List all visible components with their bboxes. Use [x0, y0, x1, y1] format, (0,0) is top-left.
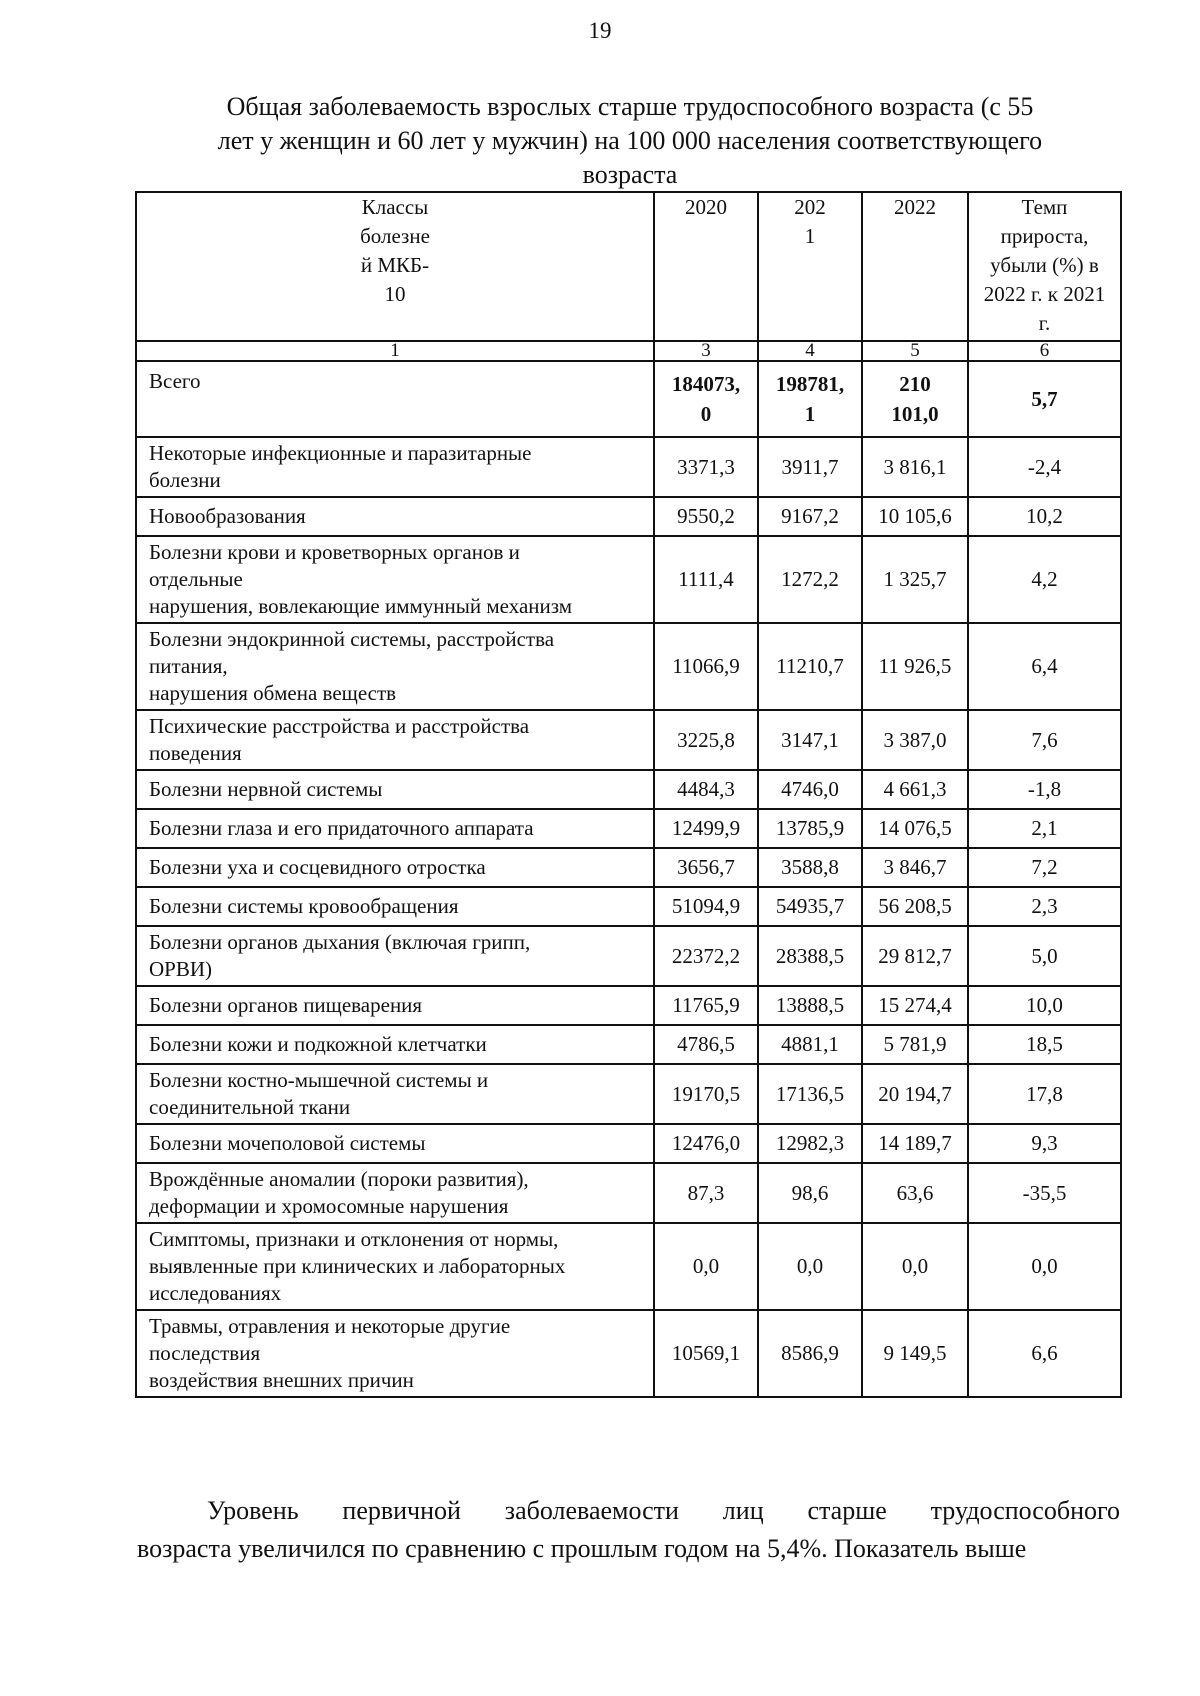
value-2020: 0,0 — [654, 1223, 758, 1310]
value-2020: 4786,5 — [654, 1025, 758, 1064]
total-2020 — [654, 361, 758, 437]
name-line: Новообразования — [149, 504, 306, 528]
disease-class-name — [136, 848, 654, 887]
value-2020: 9550,2 — [654, 497, 758, 536]
value-2020: 1111,4 — [654, 536, 758, 623]
growth-rate: 9,3 — [968, 1124, 1121, 1163]
header-line: 2022 г. к 2021 — [983, 282, 1106, 306]
disease-class-name — [136, 809, 654, 848]
value-2021: 8586,9 — [758, 1310, 862, 1397]
growth-rate: 6,4 — [968, 623, 1121, 710]
value-2022: 56 208,5 — [862, 887, 968, 926]
value-2022: 3 846,7 — [862, 848, 968, 887]
table-row — [136, 623, 1121, 710]
value-line: 198781, — [775, 372, 845, 396]
growth-rate: 17,8 — [968, 1064, 1121, 1124]
growth-rate: 2,3 — [968, 887, 1121, 926]
value-2021: 13888,5 — [758, 986, 862, 1025]
value-2022: 3 816,1 — [862, 437, 968, 497]
growth-rate: 7,2 — [968, 848, 1121, 887]
table-row — [136, 1223, 1121, 1310]
growth-rate: 10,2 — [968, 497, 1121, 536]
header-line: й МКБ- — [360, 253, 430, 277]
disease-class-name — [136, 536, 654, 623]
value-2021: 9167,2 — [758, 497, 862, 536]
header-2022 — [862, 192, 968, 341]
value-2020: 10569,1 — [654, 1310, 758, 1397]
disease-class-name — [136, 497, 654, 536]
name-line: деформации и хромосомные нарушения — [149, 1194, 509, 1218]
column-index: 4 — [758, 341, 862, 361]
value-line: 210 — [899, 372, 931, 396]
table-row — [136, 1124, 1121, 1163]
name-line: исследованиях — [149, 1281, 282, 1305]
value-2021: 0,0 — [758, 1223, 862, 1310]
column-index: 3 — [654, 341, 758, 361]
growth-rate: 2,1 — [968, 809, 1121, 848]
name-line: Болезни костно-мышечной системы и — [149, 1068, 489, 1092]
total-label: Всего — [136, 361, 654, 437]
header-2021 — [758, 192, 862, 341]
growth-rate: -2,4 — [968, 437, 1121, 497]
table-title — [160, 90, 1100, 192]
morbidity-table — [135, 191, 1122, 1398]
title-line: возраста — [582, 160, 678, 189]
header-line: Темп — [1021, 195, 1068, 219]
table-row — [136, 848, 1121, 887]
name-line: болезни — [149, 468, 221, 492]
growth-rate: 0,0 — [968, 1223, 1121, 1310]
header-line: 10 — [384, 282, 406, 306]
table-row — [136, 497, 1121, 536]
table-row — [136, 926, 1121, 986]
name-line: Болезни кожи и подкожной клетчатки — [149, 1032, 487, 1056]
value-2020: 19170,5 — [654, 1064, 758, 1124]
table-row — [136, 1163, 1121, 1223]
table-row — [136, 710, 1121, 770]
paragraph-line: Уровень первичной заболеваемости лиц старше трудоспособного — [207, 1496, 1120, 1525]
growth-rate: -1,8 — [968, 770, 1121, 809]
header-2020 — [654, 192, 758, 341]
growth-rate: -35,5 — [968, 1163, 1121, 1223]
name-line: Травмы, отравления и некоторые другие — [149, 1314, 511, 1338]
title-line: Общая заболеваемость взрослых старше трудоспособного возраста (с 55 — [226, 92, 1034, 121]
header-line: 2022 — [894, 195, 936, 219]
value-2020: 4484,3 — [654, 770, 758, 809]
table-header-row — [136, 192, 1121, 341]
value-line: 184073, — [671, 372, 741, 396]
table-row — [136, 1064, 1121, 1124]
header-line: болезне — [360, 224, 430, 248]
value-2020: 87,3 — [654, 1163, 758, 1223]
name-line: ОРВИ) — [149, 957, 213, 981]
value-2020: 12499,9 — [654, 809, 758, 848]
value-2022: 0,0 — [862, 1223, 968, 1310]
value-2022: 15 274,4 — [862, 986, 968, 1025]
value-2022: 3 387,0 — [862, 710, 968, 770]
column-index: 5 — [862, 341, 968, 361]
disease-class-name — [136, 1025, 654, 1064]
name-line: соединительной ткани — [149, 1095, 351, 1119]
header-line: убыли (%) в — [990, 253, 1099, 277]
value-2020: 3371,3 — [654, 437, 758, 497]
value-2021: 3911,7 — [758, 437, 862, 497]
header-line: прироста, — [1000, 224, 1089, 248]
total-row — [136, 361, 1121, 437]
name-line: Врождённые аномалии (пороки развития), — [149, 1167, 529, 1191]
total-2022 — [862, 361, 968, 437]
name-line: выявленные при клинических и лабораторных — [149, 1254, 566, 1278]
value-2022: 1 325,7 — [862, 536, 968, 623]
value-line: 101,0 — [891, 402, 939, 426]
disease-class-name — [136, 437, 654, 497]
growth-rate: 18,5 — [968, 1025, 1121, 1064]
header-line: 1 — [804, 224, 816, 248]
growth-rate: 10,0 — [968, 986, 1121, 1025]
name-line: поведения — [149, 741, 242, 765]
header-growth — [968, 192, 1121, 341]
value-2021: 4746,0 — [758, 770, 862, 809]
header-line: 2020 — [685, 195, 727, 219]
value-2020: 22372,2 — [654, 926, 758, 986]
value-2022: 14 189,7 — [862, 1124, 968, 1163]
name-line: питания, — [149, 654, 228, 678]
table-row — [136, 1310, 1121, 1397]
table-row — [136, 437, 1121, 497]
table-row — [136, 536, 1121, 623]
value-2022: 5 781,9 — [862, 1025, 968, 1064]
value-2021: 12982,3 — [758, 1124, 862, 1163]
value-2021: 1272,2 — [758, 536, 862, 623]
value-2022: 20 194,7 — [862, 1064, 968, 1124]
disease-class-name — [136, 1064, 654, 1124]
disease-class-name — [136, 623, 654, 710]
value-2020: 11765,9 — [654, 986, 758, 1025]
value-2020: 51094,9 — [654, 887, 758, 926]
name-line: воздействия внешних причин — [149, 1368, 414, 1392]
value-2022: 4 661,3 — [862, 770, 968, 809]
growth-rate: 7,6 — [968, 710, 1121, 770]
name-line: Некоторые инфекционные и паразитарные — [149, 441, 532, 465]
value-2020: 11066,9 — [654, 623, 758, 710]
name-line: Болезни эндокринной системы, расстройства — [149, 627, 555, 651]
disease-class-name — [136, 770, 654, 809]
value-2022: 11 926,5 — [862, 623, 968, 710]
table-row — [136, 1025, 1121, 1064]
value-line: 1 — [804, 402, 816, 426]
value-2021: 4881,1 — [758, 1025, 862, 1064]
value-2020: 3225,8 — [654, 710, 758, 770]
name-line: последствия — [149, 1341, 261, 1365]
name-line: Болезни системы кровообращения — [149, 894, 459, 918]
value-2021: 3147,1 — [758, 710, 862, 770]
name-line: Психические расстройства и расстройства — [149, 714, 530, 738]
value-2020: 12476,0 — [654, 1124, 758, 1163]
column-index: 6 — [968, 341, 1121, 361]
name-line: Болезни органов пищеварения — [149, 993, 423, 1017]
header-line: г. — [1038, 311, 1051, 335]
page-number: 19 — [588, 18, 612, 43]
name-line: Болезни уха и сосцевидного отростка — [149, 855, 486, 879]
value-2021: 54935,7 — [758, 887, 862, 926]
disease-class-name — [136, 1124, 654, 1163]
value-2021: 11210,7 — [758, 623, 862, 710]
table-row — [136, 887, 1121, 926]
header-classes — [136, 192, 654, 341]
name-line: Болезни нервной системы — [149, 777, 383, 801]
value-2021: 13785,9 — [758, 809, 862, 848]
growth-rate: 6,6 — [968, 1310, 1121, 1397]
value-2020: 3656,7 — [654, 848, 758, 887]
total-2021 — [758, 361, 862, 437]
disease-class-name — [136, 926, 654, 986]
disease-class-name — [136, 887, 654, 926]
disease-class-name — [136, 1163, 654, 1223]
growth-rate: 4,2 — [968, 536, 1121, 623]
paragraph-line: возраста увеличился по сравнению с прошлым годом на 5,4%. Показатель выше — [137, 1534, 1027, 1563]
disease-class-name — [136, 1223, 654, 1310]
name-line: Болезни органов дыхания (включая грипп, — [149, 930, 531, 954]
name-line: Болезни крови и кроветворных органов и — [149, 540, 520, 564]
disease-class-name — [136, 986, 654, 1025]
column-index: 1 — [136, 341, 654, 361]
disease-class-name — [136, 710, 654, 770]
value-2021: 28388,5 — [758, 926, 862, 986]
disease-class-name — [136, 1310, 654, 1397]
name-line: Болезни мочеполовой системы — [149, 1131, 426, 1155]
table-row — [136, 809, 1121, 848]
value-2021: 3588,8 — [758, 848, 862, 887]
value-line: 0 — [700, 402, 712, 426]
table-row — [136, 770, 1121, 809]
value-2022: 29 812,7 — [862, 926, 968, 986]
table-row — [136, 986, 1121, 1025]
name-line: Болезни глаза и его придаточного аппарата — [149, 816, 534, 840]
growth-rate: 5,0 — [968, 926, 1121, 986]
name-line: нарушения обмена веществ — [149, 681, 397, 705]
name-line: Симптомы, признаки и отклонения от нормы, — [149, 1227, 559, 1251]
total-growth: 5,7 — [968, 361, 1121, 437]
value-2022: 63,6 — [862, 1163, 968, 1223]
header-line: 202 — [794, 195, 826, 219]
header-line: Классы — [361, 195, 429, 219]
name-line: отдельные — [149, 567, 243, 591]
value-2021: 98,6 — [758, 1163, 862, 1223]
name-line: нарушения, вовлекающие иммунный механизм — [149, 594, 573, 618]
value-2022: 9 149,5 — [862, 1310, 968, 1397]
value-2022: 10 105,6 — [862, 497, 968, 536]
value-2022: 14 076,5 — [862, 809, 968, 848]
title-line: лет у женщин и 60 лет у мужчин) на 100 000 населения соответствующего — [217, 126, 1043, 155]
column-index-row — [136, 341, 1121, 361]
value-2021: 17136,5 — [758, 1064, 862, 1124]
